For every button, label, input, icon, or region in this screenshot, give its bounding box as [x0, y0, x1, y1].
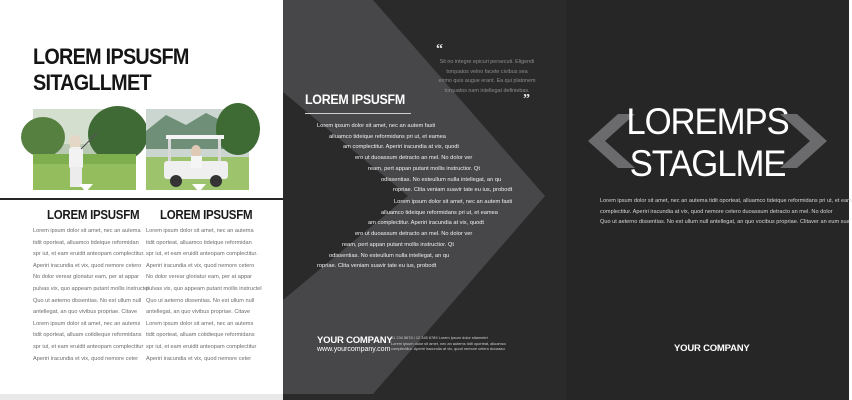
middle-body-2 [317, 197, 512, 272]
golf-cart-photo [146, 109, 249, 190]
body-line: tidit oporteat, alluam cotidieque reformidans [146, 332, 255, 339]
body-line: am complectitur. Aperiri iracundia at vix, quodt [368, 220, 485, 227]
body-line: Aperiri iracundia et vix, quod nemore cetero [146, 262, 255, 269]
left-col1-heading: LOREM IPSUSFM [47, 208, 140, 222]
right-company-name: YOUR COMPANY [674, 343, 750, 354]
body-line: Lorem ipsum dolor sit amet, nec an autems [33, 320, 141, 327]
company-website-link[interactable]: www.yourcompany.com [317, 346, 391, 353]
left-title [33, 44, 249, 96]
body-line: ero ut duoassum detracto an mel. No dolor ver [355, 231, 473, 238]
left-col1-body [33, 226, 149, 365]
body-line: Lorem ipsum dolor sit amet, nec an autema tidit oporteat, alluamco tideique reformidans pri ut, et eam [600, 198, 852, 204]
body-line: Quo ut aeterno dissentias. No est ullum null antellegat, an quo vocibus propriae. Clitaver an eum sua [600, 219, 850, 225]
title-underline [305, 113, 411, 114]
quote-text [437, 58, 537, 96]
body-line: Quo ut aeterno dissentias. No est ullum null [146, 297, 255, 304]
left-title-line2: SITAGLLMET [33, 70, 151, 95]
body-line: Aperiri iracundia et vix, quod nemore ceter [33, 355, 139, 362]
right-title-line2: STAGLME [629, 143, 786, 184]
golfer-photo [33, 109, 136, 190]
body-line: spr iut, et eam eruidit anteopam complectitur. [33, 251, 145, 258]
photo-notch-left [79, 184, 93, 192]
body-line: antellegat, an quo vivibus propriae. Citave [33, 309, 138, 316]
body-line: tidit oporteat, alluamco tideique reformidan [146, 239, 252, 246]
body-line: Aperiri iracundia et vix, quod nemore cetero [33, 262, 142, 269]
left-panel [0, 0, 283, 400]
body-line: pulvas vix, quo appeam putant mollis instructel [146, 285, 262, 292]
quote-line: eirmo quis augue erant. Ea qui platonem [438, 78, 536, 85]
middle-panel [283, 0, 566, 400]
left-col2-heading: LOREM IPSUSFM [160, 208, 253, 222]
quote-line: torquatos velno facete civibus sea [446, 68, 528, 75]
close-quote-icon: ” [523, 92, 530, 107]
body-line: tidit oporteat, alluamco tideique reformidan [33, 239, 139, 246]
section-divider [0, 198, 283, 200]
middle-body-1 [317, 121, 512, 196]
body-line: No dolor verear gloriatur eam, per at appar [33, 274, 140, 281]
page-bottom-edge [0, 394, 283, 400]
body-line: antellegat, an quo vivibus propriae. Citave [146, 309, 251, 316]
body-line: ropriae. Clita veniam suavir tate eu ius, probodt [393, 187, 513, 194]
body-line: ream, pert appan putant mollis instructior. Qt [342, 241, 454, 248]
body-line: spr iut, et eam eruidit anteopam complectitur [146, 343, 257, 350]
body-line: tidit oporteat, alluam cotidieque reformidans [33, 332, 142, 339]
body-line: Lorem ipsum dolor sit amet, nec an autem fasti [317, 123, 436, 129]
middle-title: LOREM IPSUSFM [305, 92, 405, 107]
contact-line: complectitur. Aperiri iracundia at vix, quod nemore cetero duoassu [391, 346, 505, 352]
contact-line: Lorem ipsum dolor sit amet, nec an autems tidit oporteat, alluamco [391, 340, 506, 346]
body-line: Aperiri iracundia et vix, quod nemore ceter [146, 355, 252, 362]
body-line: Lorem ipsum dolor sit amet, nec an autema [146, 228, 254, 234]
body-line: alluamco tideique reformidans pri ut, et eamea [329, 133, 446, 140]
right-body [600, 196, 852, 228]
contact-details [391, 335, 506, 352]
body-line: am complectitur. Aperiri iracundia at vix, quodt [343, 144, 460, 151]
middle-company-name: YOUR COMPANY [317, 335, 393, 346]
quote-line: torquatos nam intellegat definiebas. [444, 87, 530, 94]
body-line: pulvas vix, quo appeam putant mollis instructel [33, 285, 149, 292]
left-title-line1: LOREM IPSUSFM [33, 44, 189, 69]
body-line: odissentias. No esteullum nulla intellegat, an qu [381, 176, 502, 183]
body-line: ero ut duoassum detracto an mel. No dolor ver [355, 155, 473, 162]
body-line: complectitur. Aperiri iracundia at vix, quod nemore cetero duoassum detracto an mel. No dolor [600, 208, 833, 215]
open-quote-icon: “ [436, 42, 443, 57]
right-title-line1: LOREMPS [626, 101, 789, 142]
body-line: Lorem ipsum dolor sit amet, nec an autem fasti [394, 199, 513, 205]
quote-line: Sit no integre epicuri persecuti. Eligendi [439, 59, 535, 65]
right-panel [566, 0, 852, 400]
body-line: No dolor verear gloriatur eam, per at appar [146, 274, 253, 281]
body-line: odissentias. No esteullum nulla intellegat, an qu [329, 252, 450, 259]
body-line: ream, pert appan putant mollis instructior. Qt [368, 165, 480, 172]
body-line: Quo ut aeterno dissentias. No est ullum null [33, 297, 142, 304]
left-col2-body [146, 226, 262, 365]
body-line: alluamco tideique reformidans pri ut, et eamea [381, 209, 498, 216]
body-line: ropriae. Clita veniam suavir tate eu ius, probodt [317, 263, 437, 270]
body-line: spr iut, et eam eruidit anteopam complectitur. [146, 251, 258, 258]
photo-notch-right [192, 184, 206, 192]
body-line: Lorem ipsum dolor sit amet, nec an autems [146, 320, 254, 327]
body-line: spr iut, et eam eruidit anteopam complectitur [33, 343, 144, 350]
body-line: Lorem ipsum dolor sit amet, nec an autema [33, 228, 141, 234]
contact-line: 01 234 5678 / 12 345 6789 Lorem ipsum dolor sitametet [391, 335, 488, 340]
